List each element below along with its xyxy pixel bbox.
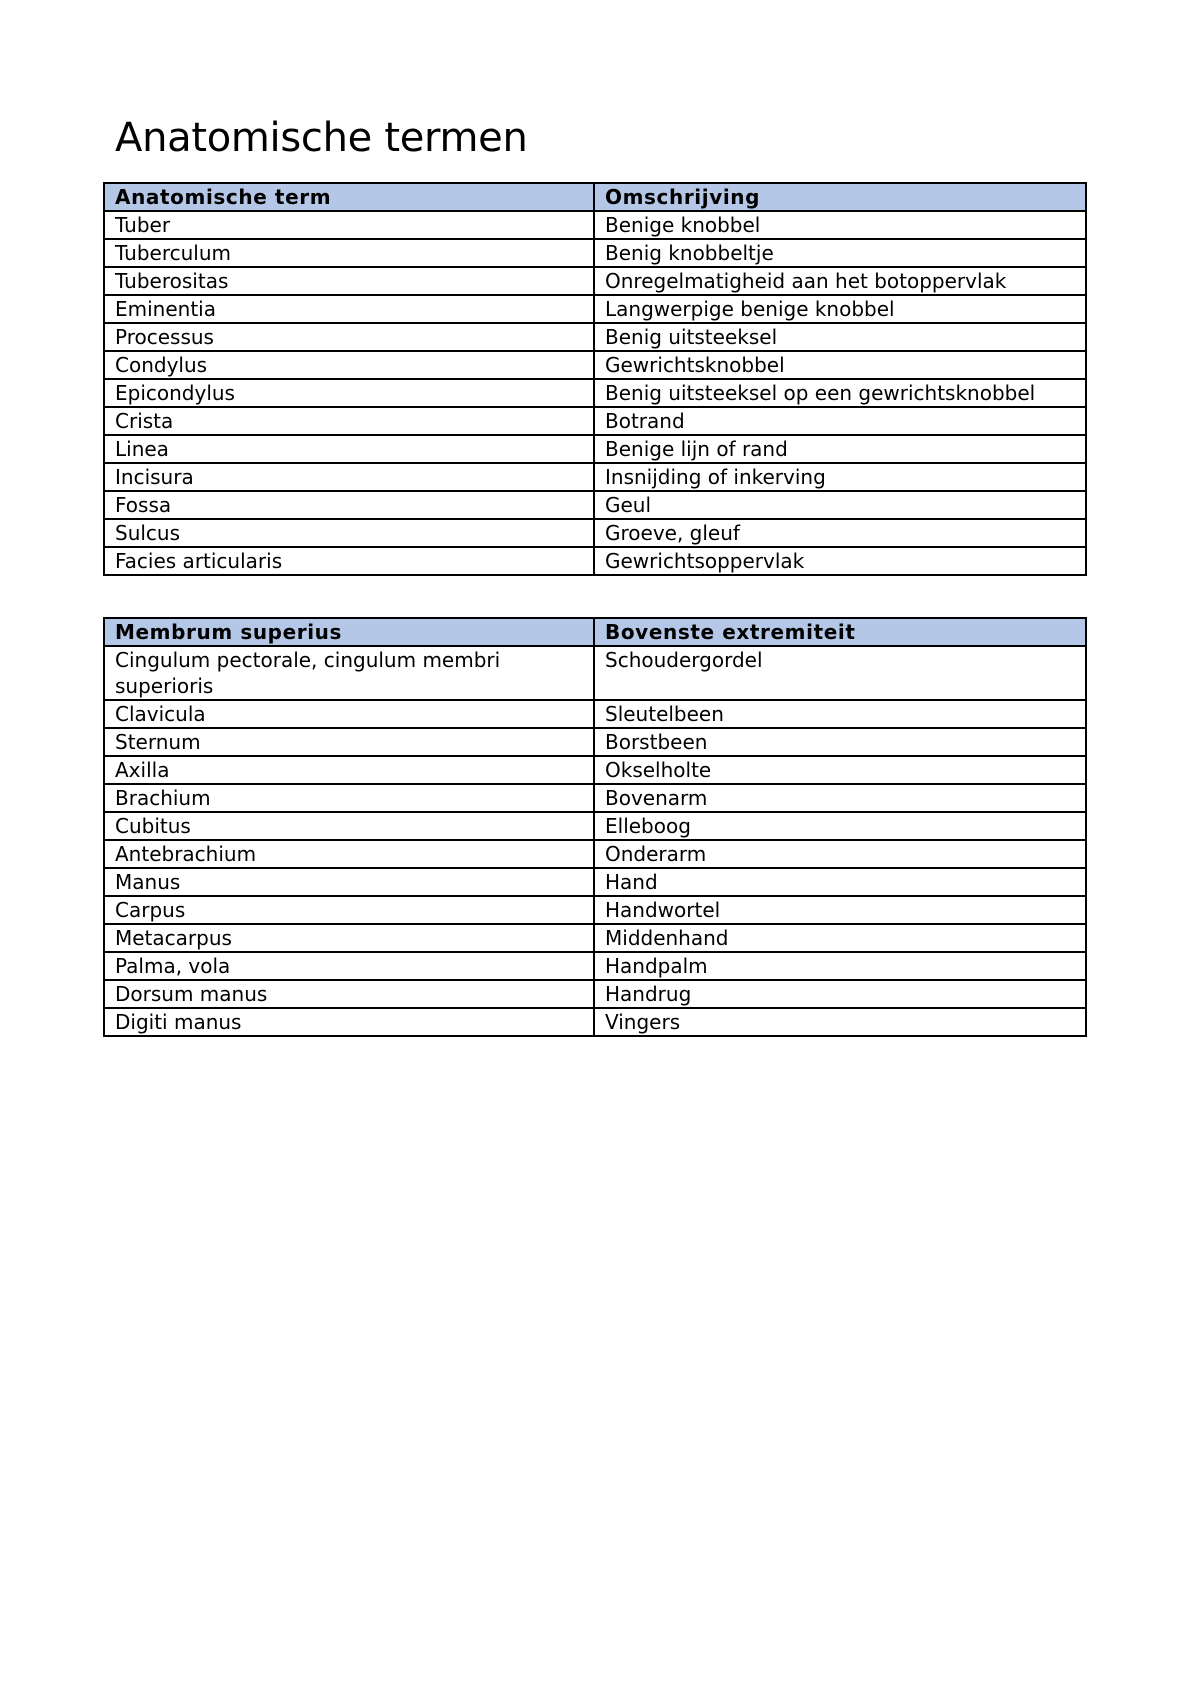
table-row <box>104 211 1086 239</box>
table-row <box>104 952 1086 980</box>
term-cell: Epicondylus <box>104 379 594 407</box>
table-header-row <box>104 183 1086 211</box>
term-cell: Tuber <box>104 211 594 239</box>
description-cell: Insnijding of inkerving <box>594 463 1086 491</box>
table-row <box>104 295 1086 323</box>
table-row <box>104 700 1086 728</box>
table-row <box>104 924 1086 952</box>
term-cell: Sulcus <box>104 519 594 547</box>
table-row <box>104 980 1086 1008</box>
table-row <box>104 812 1086 840</box>
table-row <box>104 407 1086 435</box>
description-cell: Botrand <box>594 407 1086 435</box>
table-row <box>104 784 1086 812</box>
term-cell: Cingulum pectorale, cingulum membri superioris <box>104 646 594 700</box>
term-cell: Linea <box>104 435 594 463</box>
description-cell: Onderarm <box>594 840 1086 868</box>
term-cell: Digiti manus <box>104 1008 594 1036</box>
description-cell: Benig uitsteeksel op een gewrichtsknobbel <box>594 379 1086 407</box>
table-row <box>104 379 1086 407</box>
table-row <box>104 547 1086 575</box>
description-cell: Benige lijn of rand <box>594 435 1086 463</box>
description-cell: Handpalm <box>594 952 1086 980</box>
term-cell: Cubitus <box>104 812 594 840</box>
description-cell: Benig uitsteeksel <box>594 323 1086 351</box>
table-header-row <box>104 618 1086 646</box>
table-row <box>104 435 1086 463</box>
description-cell: Handrug <box>594 980 1086 1008</box>
description-cell: Vingers <box>594 1008 1086 1036</box>
term-cell: Manus <box>104 868 594 896</box>
description-cell: Hand <box>594 868 1086 896</box>
description-cell: Langwerpige benige knobbel <box>594 295 1086 323</box>
term-cell: Processus <box>104 323 594 351</box>
term-cell: Brachium <box>104 784 594 812</box>
upper-limb-table <box>103 617 1087 1037</box>
anatomical-terms-table <box>103 182 1087 576</box>
table-row <box>104 756 1086 784</box>
table-row <box>104 646 1086 700</box>
table-row <box>104 728 1086 756</box>
term-cell: Antebrachium <box>104 840 594 868</box>
column-header-dutch: Bovenste extremiteit <box>594 618 1086 646</box>
page-title: Anatomische termen <box>115 115 528 161</box>
table-row <box>104 351 1086 379</box>
description-cell: Sleutelbeen <box>594 700 1086 728</box>
description-cell: Okselholte <box>594 756 1086 784</box>
term-cell: Eminentia <box>104 295 594 323</box>
term-cell: Fossa <box>104 491 594 519</box>
term-cell: Tuberculum <box>104 239 594 267</box>
table-row <box>104 840 1086 868</box>
description-cell: Onregelmatigheid aan het botoppervlak <box>594 267 1086 295</box>
column-header-description: Omschrijving <box>594 183 1086 211</box>
description-cell: Gewrichtsknobbel <box>594 351 1086 379</box>
table-row <box>104 239 1086 267</box>
table-row <box>104 267 1086 295</box>
table-row <box>104 463 1086 491</box>
term-cell: Tuberositas <box>104 267 594 295</box>
description-cell: Middenhand <box>594 924 1086 952</box>
description-cell: Borstbeen <box>594 728 1086 756</box>
term-cell: Palma, vola <box>104 952 594 980</box>
table-row <box>104 491 1086 519</box>
description-cell: Bovenarm <box>594 784 1086 812</box>
column-header-term: Anatomische term <box>104 183 594 211</box>
table-row <box>104 868 1086 896</box>
table-row <box>104 323 1086 351</box>
description-cell: Geul <box>594 491 1086 519</box>
description-cell: Benig knobbeltje <box>594 239 1086 267</box>
description-cell: Gewrichtsoppervlak <box>594 547 1086 575</box>
term-cell: Dorsum manus <box>104 980 594 1008</box>
term-cell: Clavicula <box>104 700 594 728</box>
term-cell: Sternum <box>104 728 594 756</box>
table-row <box>104 519 1086 547</box>
description-cell: Groeve, gleuf <box>594 519 1086 547</box>
column-header-latin: Membrum superius <box>104 618 594 646</box>
description-cell: Elleboog <box>594 812 1086 840</box>
description-cell: Handwortel <box>594 896 1086 924</box>
description-cell: Benige knobbel <box>594 211 1086 239</box>
term-cell: Axilla <box>104 756 594 784</box>
table-row <box>104 1008 1086 1036</box>
term-cell: Crista <box>104 407 594 435</box>
term-cell: Metacarpus <box>104 924 594 952</box>
table-row <box>104 896 1086 924</box>
term-cell: Incisura <box>104 463 594 491</box>
term-cell: Facies articularis <box>104 547 594 575</box>
term-cell: Condylus <box>104 351 594 379</box>
term-cell: Carpus <box>104 896 594 924</box>
description-cell: Schoudergordel <box>594 646 1086 700</box>
